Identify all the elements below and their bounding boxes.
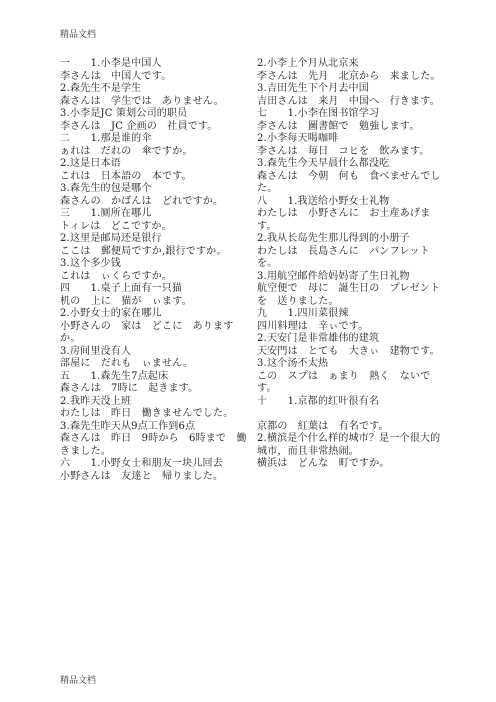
text-line: 六 1.小野女士和朋友一块儿回去 [60,458,223,469]
text-line: 八 1.我送给小野女士礼物 [257,195,390,207]
page-header: 精品文档 [60,30,97,40]
text-line: 吉田さんは 来月 中国へ 行きます。 [257,95,440,107]
text-line: 3.用航空邮件给妈妈寄了生日礼物 [257,270,410,282]
text-line: 森さんは 昨日 9時から 6時まで 働きました。 [60,433,247,457]
text-line: 3.这个多少钱 [60,258,121,269]
text-line: 七 1.小李在图书馆学习 [257,108,380,119]
text-line: 五 1.森先生7点起床 [60,370,169,382]
text-line: 二 1.那是谁的伞 [60,133,152,144]
text-line: 2.小野女士的家在哪儿 [60,308,162,319]
text-line: 2.这是日本语 [60,158,121,169]
text-line: 3.吉田先生下个月去中国 [257,83,369,94]
text-line: 李さんは 毎日 コヒを 飲みます。 [257,145,430,157]
text-line: 航空便で 母に 誕生日の プレゼントを 送りました。 [257,283,441,307]
text-line: 3.小李是JC 策划公司的职员 [60,108,188,119]
text-line: 小野さんは 友達と 帰りました。 [60,470,224,482]
text-line: わたしは 小野さんに お土産あげます。 [257,208,431,232]
text-line: 李さんは 中国人です。 [60,70,172,82]
text-line [257,408,447,421]
text-line: わたしは 昨日 働きませんでした。 [60,408,234,419]
text-line: 李さんは 圖書館で 勉強します。 [257,120,420,132]
text-line: 一 1.小李是中国人 [60,58,162,69]
text-line: 部屋に だれも ぃません。 [60,358,194,369]
right-column [257,58,447,471]
text-line: 四 1.桌子上面有一只猫 [60,283,183,294]
text-line: 2.天安门是非常雄伟的建筑 [257,333,380,344]
text-line: 三 1.厕所在哪儿 [60,208,152,219]
text-line: 2.小李上个月从北京来 [257,58,359,69]
text-line: 森さんは 今朝 何も 食べませんでした。 [257,170,441,194]
text-line: これは 日本語の 本です。 [60,170,192,182]
text-line: 2.这里是邮局还是银行 [60,233,162,244]
text-line: 3.森先生今天早晨什么都没吃 [257,158,390,169]
text-line: 2.我昨天没上班 [60,395,132,407]
text-line: 四川料理は 辛ぃです。 [257,320,369,332]
text-line: ここは 郵便局ですか,銀行ですか。 [60,245,227,257]
text-line: 森さんは 学生では ありません。 [60,95,224,107]
text-line: 森さんの かばんは どれですか。 [60,195,224,207]
left-column [60,58,250,483]
text-line: 2.小李每天喝咖啡 [257,133,339,144]
text-line: 横浜は どんな 町ですか。 [257,458,390,469]
text-line: 3.房间里没有人 [60,345,132,357]
text-line: この スプは ぁまり 熱く ないです。 [257,370,431,394]
text-line: 李さんは JC 企画の 社員です。 [60,120,218,132]
text-line: 3.这个汤不太热 [257,358,329,369]
text-line: 天安門は とても 大きぃ 建物です。 [257,345,440,357]
text-line: 小野さんの 家は どこに ありますか。 [60,320,234,344]
text-line: 森さんは 7時に 起きます。 [60,383,199,394]
text-line: 李さんは 先月 北京から 来ました。 [257,70,441,82]
text-line: 京都の 紅葉は 有名です。 [257,420,389,432]
text-line: ぁれは だれの 傘ですか。 [60,145,193,157]
text-line: 2.横滨是个什么样的城市？是一个很大的城市，而且非常热闹。 [257,433,441,457]
text-line: 十 1.京都的红叶很有名 [257,395,380,407]
text-line: 3.森先生的包是哪个 [60,183,152,194]
text-line: 3.森先生昨天从9点工作到6点 [60,420,196,432]
text-line: 机の 上に 猫が ぃます。 [60,295,192,307]
text-line: これは ぃくらですか。 [60,270,173,282]
text-line: トィレは どこですか。 [60,220,172,232]
text-line: 2.森先生不是学生 [60,83,142,94]
page-footer: 精品文档 [60,676,97,686]
text-line: 2.我从长岛先生那儿得到的小册子 [257,233,410,244]
text-line: 九 1.四川菜很辣 [257,308,349,319]
text-line: わたしは 長島さんに パンフレットを。 [257,245,430,269]
